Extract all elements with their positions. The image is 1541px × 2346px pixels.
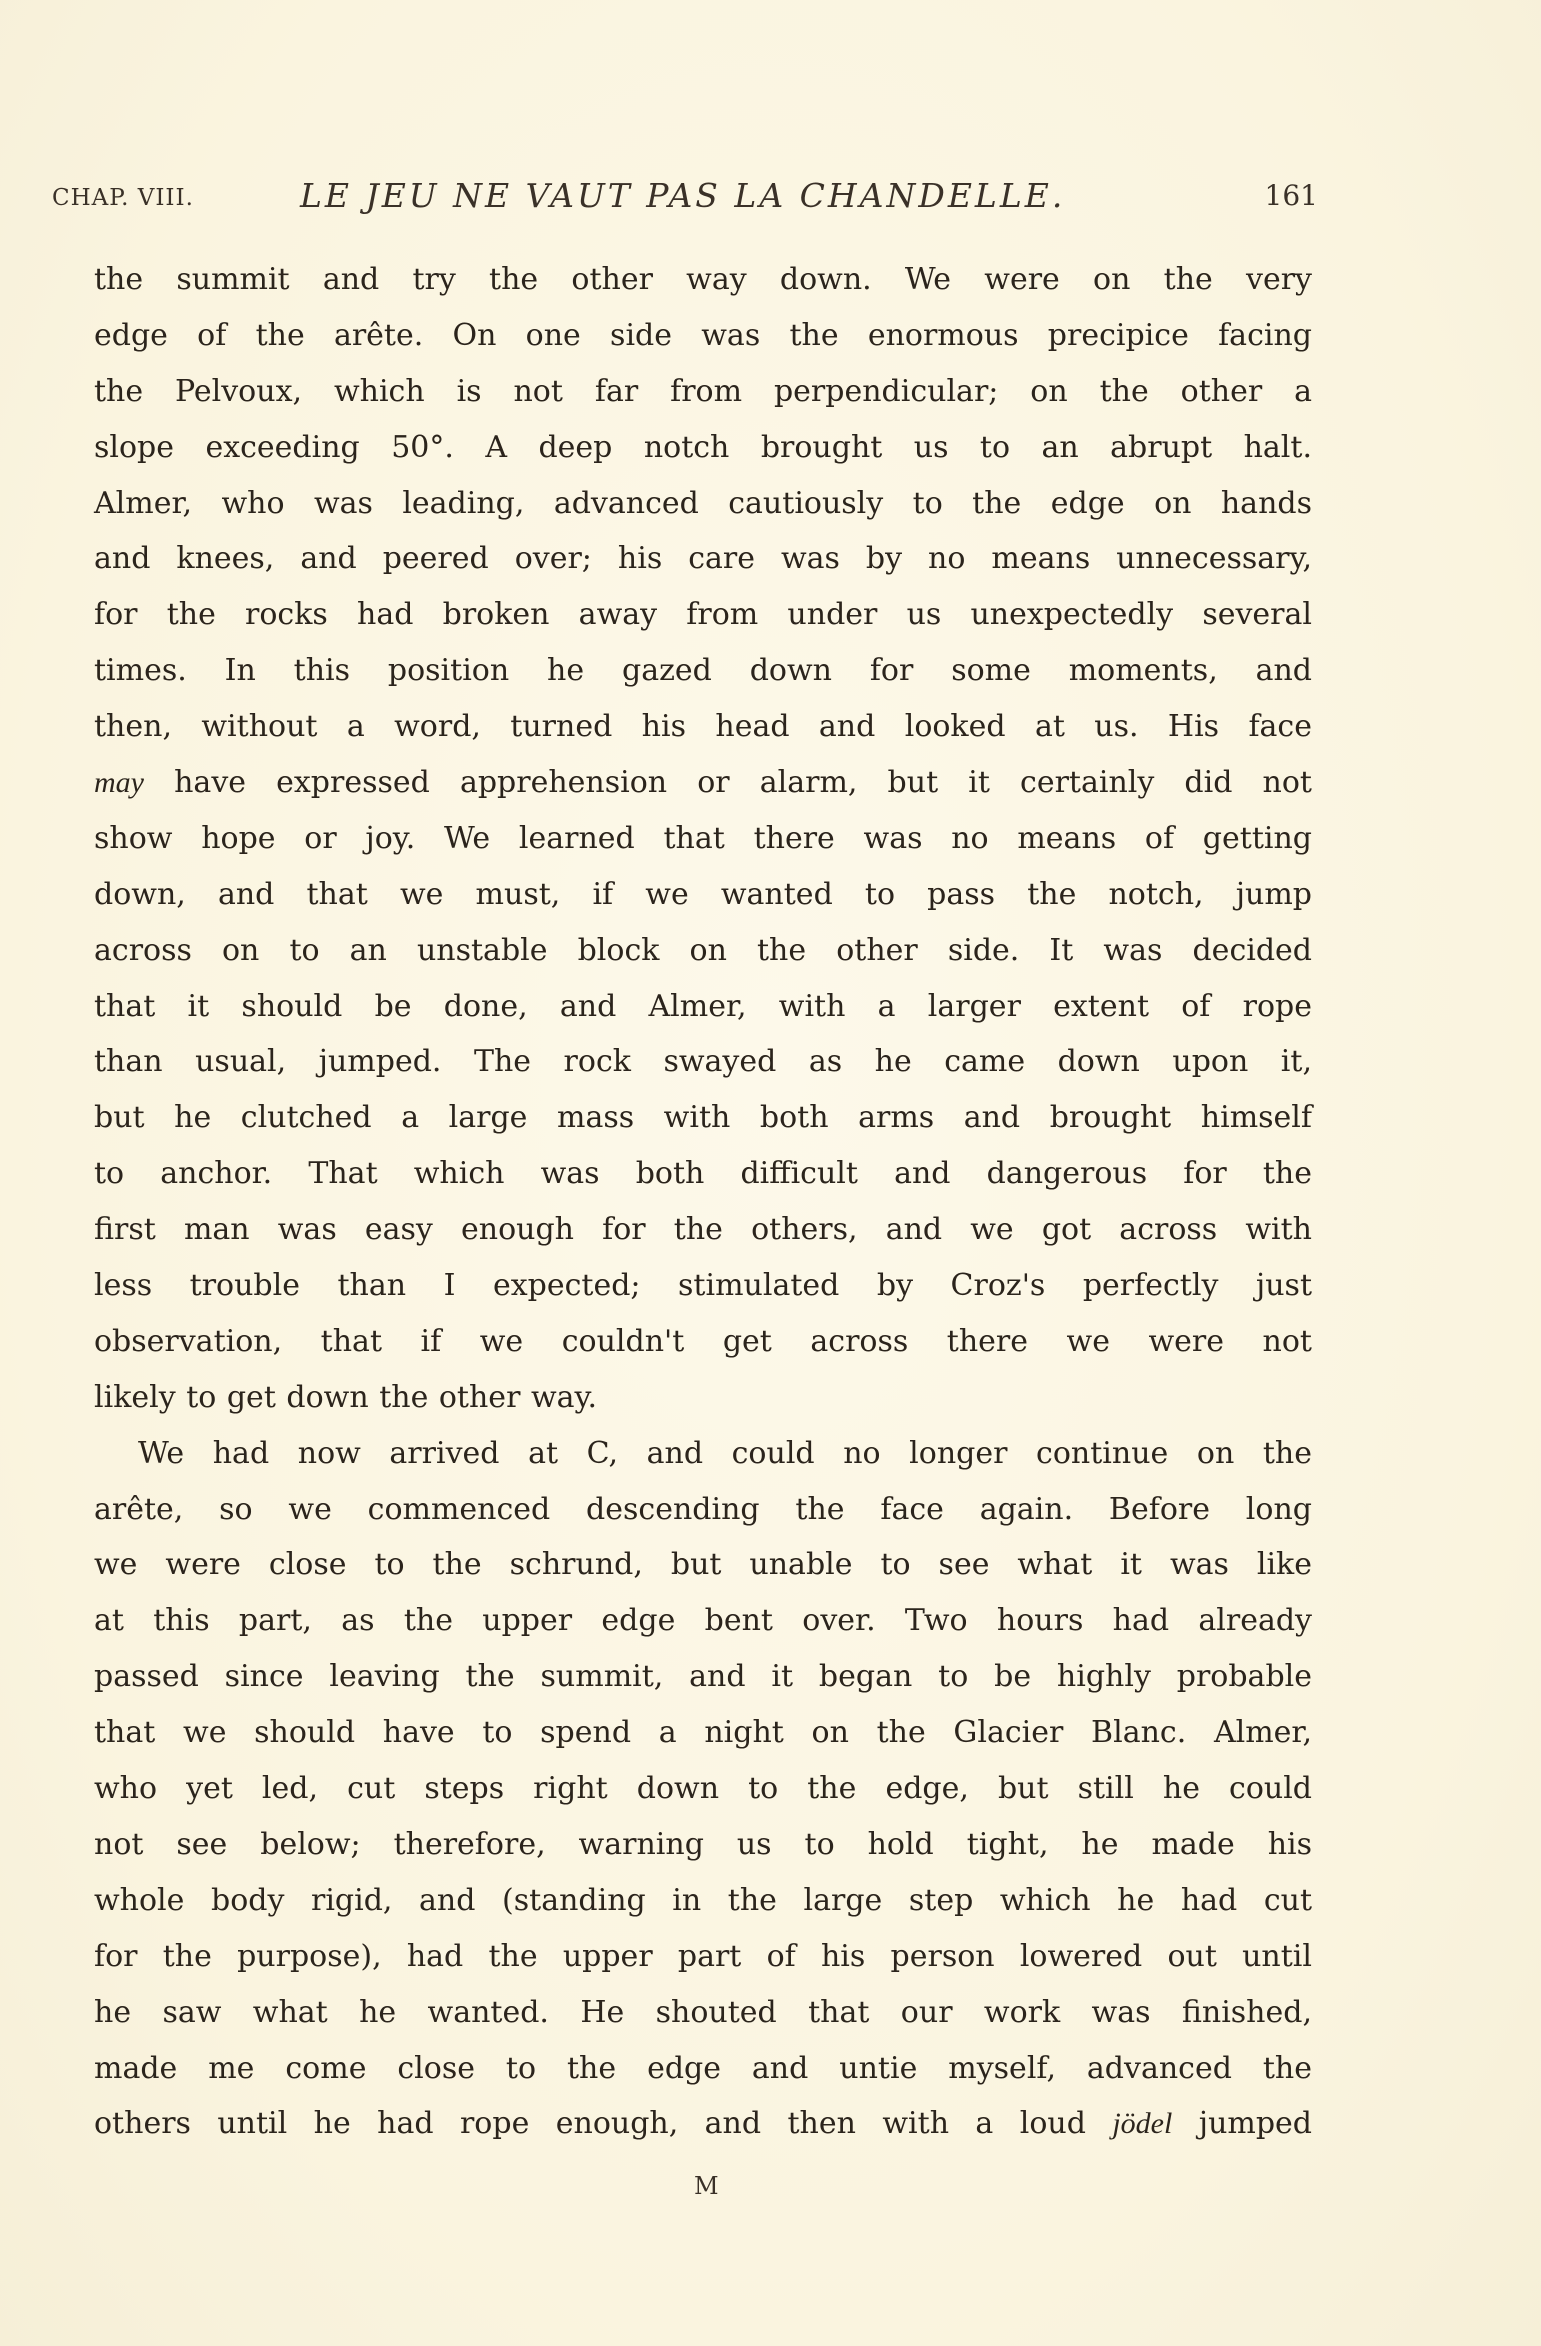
text-line: likely to get down the other way. <box>94 1379 598 1415</box>
text-line: We had now arrived at C, and could no longer continue on the <box>138 1435 1312 1471</box>
text-line: Almer, who was leading, advanced cautiously to the edge on hands <box>94 485 1312 521</box>
text-line: first man was easy enough for the others, and we got across with <box>94 1212 1312 1248</box>
text-line: than usual, jumped. The rock swayed as he came down upon it, <box>94 1044 1312 1080</box>
text-line: he saw what he wanted. He shouted that our work was finished, <box>94 1994 1312 2030</box>
text-line: less trouble than I expected; stimulated by Croz's perfectly just <box>94 1268 1312 1304</box>
signature-mark: M <box>694 2172 720 2200</box>
text-line: that we should have to spend a night on the Glacier Blanc. Almer, <box>94 1715 1312 1751</box>
text-line: for the purpose), had the upper part of his person lowered out until <box>94 1938 1312 1974</box>
text-line: the Pelvoux, which is not far from perpendicular; on the other a <box>94 373 1312 409</box>
text-line: for the rocks had broken away from under us unexpectedly several <box>94 597 1312 633</box>
text-line: arête, so we commenced descending the face again. Before long <box>94 1491 1312 1527</box>
text-line: but he clutched a large mass with both arms and brought himself <box>94 1100 1312 1136</box>
italic-word: may <box>94 766 144 800</box>
text-line: at this part, as the upper edge bent over. Two hours had already <box>94 1603 1312 1639</box>
text-line: the summit and try the other way down. We were on the very <box>94 262 1312 297</box>
text-line: that it should be done, and Almer, with a larger extent of rope <box>94 988 1312 1024</box>
text-line: show hope or joy. We learned that there was no means of getting <box>94 820 1312 856</box>
text-line: to anchor. That which was both difficult and dangerous for the <box>94 1156 1312 1192</box>
body-text <box>94 252 1312 2152</box>
text-line: and knees, and peered over; his care was by no means unnecessary, <box>94 541 1312 577</box>
text-line <box>94 755 1312 811</box>
text-line: passed since leaving the summit, and it began to be highly probable <box>94 1659 1312 1695</box>
text-line: times. In this position he gazed down for some moments, and <box>94 653 1312 689</box>
text-line: whole body rigid, and (standing in the large step which he had cut <box>94 1882 1312 1918</box>
text-line: made me come close to the edge and untie myself, advanced the <box>94 2050 1312 2086</box>
running-head <box>52 176 1318 216</box>
text-line: down, and that we must, if we wanted to pass the notch, jump <box>94 876 1312 912</box>
running-title: LE JEU NE VAUT PAS LA CHANDELLE. <box>300 176 1066 215</box>
text-line-end: jumped <box>1198 2106 1312 2142</box>
text-line: across on to an unstable block on the other side. It was decided <box>94 932 1312 968</box>
text-line: who yet led, cut steps right down to the edge, but still he could <box>94 1771 1312 1807</box>
chapter-label: CHAP. VIII. <box>52 185 194 211</box>
text-line-start: others until he had rope enough, and then with a loud <box>94 2106 1086 2142</box>
text-line: not see below; therefore, warning us to hold tight, he made his <box>94 1826 1312 1862</box>
text-line: then, without a word, turned his head and looked at us. His face <box>94 709 1312 745</box>
text-line: observation, that if we couldn't get across there we were not <box>94 1323 1312 1359</box>
italic-word: jödel <box>1112 2107 1173 2141</box>
text-line: we were close to the schrund, but unable to see what it was like <box>94 1547 1312 1583</box>
text-line: edge of the arête. On one side was the enormous precipice facing <box>94 317 1312 353</box>
page-number: 161 <box>1264 179 1318 212</box>
text-line-rest: have expressed apprehension or alarm, but it certainly did not <box>174 765 1312 801</box>
text-line <box>94 2096 1312 2152</box>
text-line: slope exceeding 50°. A deep notch brought us to an abrupt halt. <box>94 429 1312 465</box>
